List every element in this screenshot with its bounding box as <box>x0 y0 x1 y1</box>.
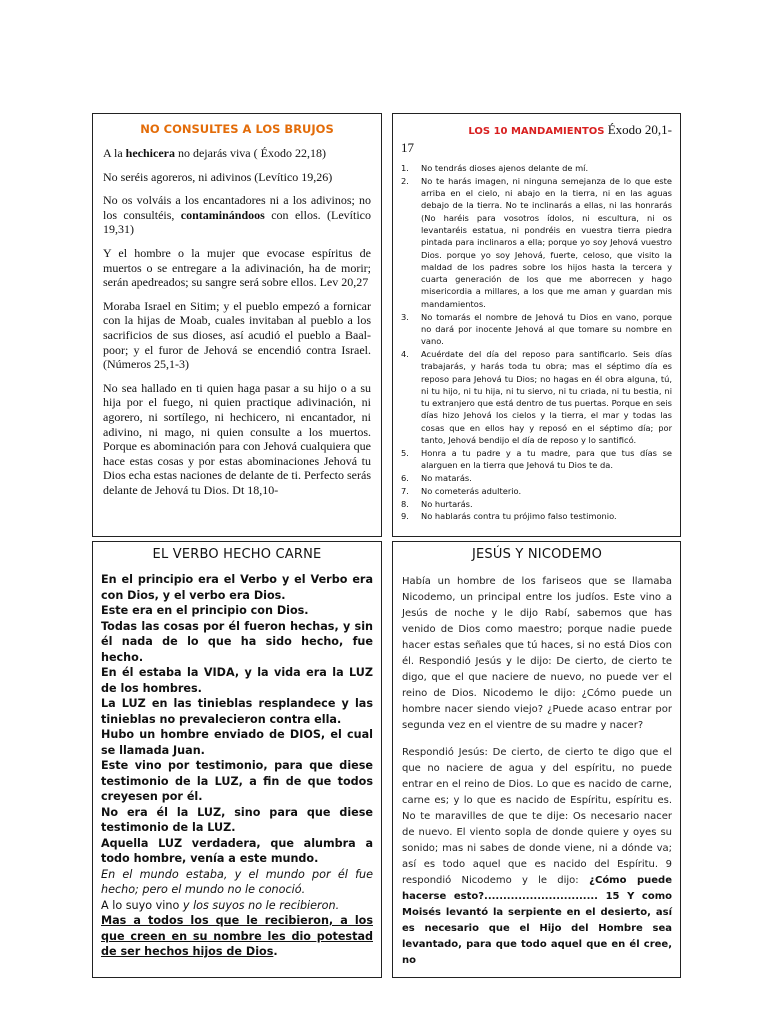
nicodemo-paragraph: Respondió Jesús: De cierto, de cierto te digo que el que no naciere de agua y del espíritu, no puede entrar en el reino de Dios. Lo que es nacido de carne, carne es; y lo que es nacido de Espíritu, espíritu es. No te maravilles de que te dije: Os necesario nacer de nuevo. El viento sopla de donde quiere y oyes su sonido; mas ni sabes de donde viene, ni a dónde va; así es todo aquel que es nacido del Espíritu. 9 respondió Nicodemo y le dijo: ¿Cómo puede hacerse esto?.............................. 15 Y como Moisés levantó la serpiente en el desierto, así es necesario que el Hijo del Hombre sea levantado, para que todo aquel que en él cree, no <box>402 747 672 966</box>
verbo-box <box>92 541 382 978</box>
mandamiento-number: 3. <box>401 311 409 322</box>
mandamiento-item <box>401 311 672 348</box>
verbo-line: Este era en el principio con Dios. <box>101 604 309 617</box>
brujos-paragraph: Moraba Israel en Sitim; y el pueblo empezó a fornicar con la hijas de Moab, cuales invitaban al pueblo a los sacrificios de sus dioses, así acudió el pueblo a Baal-poor; y el furor de Jehová se encendió contra Israel. (Números 25,1-3) <box>103 298 371 372</box>
mandamiento-text: Honra a tu padre y a tu madre, para que tus días se alarguen en la tierra que Jehová tu Dios te da. <box>421 447 672 471</box>
mandamientos-ref-cont: 17 <box>401 140 414 155</box>
brujos-paragraph: No os volváis a los encantadores ni a los adivinos; no los consultéis, contaminándoos con ellos. (Levítico 19,31) <box>103 193 371 237</box>
mandamiento-item <box>401 498 672 510</box>
mandamientos-list <box>401 162 672 523</box>
mandamiento-text: No hablarás contra tu prójimo falso testimonio. <box>421 511 617 522</box>
brujos-paragraph: No seréis agoreros, ni adivinos (Levítico 19,26) <box>103 169 333 184</box>
verbo-line: A lo suyo vino y los suyos no le recibieron. <box>101 898 340 912</box>
mandamientos-title: LOS 10 MANDAMIENTOS <box>468 126 605 137</box>
brujos-title: NO CONSULTES A LOS BRUJOS <box>140 122 334 136</box>
mandamiento-number: 2. <box>401 175 409 186</box>
mandamiento-item <box>401 472 672 484</box>
brujos-box <box>92 113 382 537</box>
verbo-line: Este vino por testimonio, para que diese testimonio de la LUZ, a fin de que todos creyesen por él. <box>101 759 373 803</box>
mandamiento-item <box>401 162 672 174</box>
mandamiento-number: 1. <box>401 163 409 173</box>
brujos-paragraph: No sea hallado en ti quien haga pasar a su hijo o a su hija por el fuego, ni quien practique adivinación, ni agorero, ni sortílego, ni hechicero, ni encantador, ni adivino, ni mago, ni quien consulte a los muertos. Porque es abominación para con Jehová cualquiera que hace estas cosas y por estas abominaciones Jehová tu Dios echa estas naciones de delante de ti. Perfecto serás delante de Jehová tu Dios. Dt 18,10- <box>103 380 371 497</box>
mandamiento-number: 9. <box>401 511 409 522</box>
nicodemo-title: JESÚS Y NICODEMO <box>471 547 602 562</box>
verbo-line-final: Mas a todos los que le recibieron, a los que creen en su nombre les dio potestad de ser hechos hijos de Dios. <box>101 914 373 958</box>
mandamientos-box <box>392 113 681 537</box>
verbo-line: Aquella LUZ verdadera, que alumbra a todo hombre, venía a este mundo. <box>101 836 373 865</box>
verbo-line: No era él la LUZ, sino para que diese testimonio de la LUZ. <box>101 805 373 834</box>
mandamiento-text: No matarás. <box>421 472 472 483</box>
verbo-title: EL VERBO HECHO CARNE <box>152 547 322 562</box>
verbo-line: En él estaba la VIDA, y la vida era la LUZ de los hombres. <box>101 666 373 695</box>
verbo-line: En el principio era el Verbo y el Verbo era con Dios, y el verbo era Dios. <box>101 573 373 602</box>
mandamiento-text: Acuérdate del día del reposo para santificarlo. Seis días trabajarás, y harás toda tu obra; mas el séptimo día es reposo para Jehová tu Dios; no hagas en él obra alguna, tú, ni tu hijo, ni tu hija, ni tu siervo, ni tu criada, ni tu bestia, ni tu extranjero que está dentro de tus puertas. Porque en seis días hizo Jehová los cielos y la tierra, el mar y todas las cosas que en ellos hay y reposó en el séptimo día; por tanto, Jehová bendijo el día de reposo y lo santificó. <box>421 348 672 446</box>
nicodemo-box <box>392 541 681 978</box>
mandamiento-text: No tendrás dioses ajenos delante de mí. <box>421 163 589 173</box>
mandamiento-number: 7. <box>401 485 409 496</box>
mandamiento-text: No cometerás adulterio. <box>421 485 522 496</box>
verbo-line: Todas las cosas por él fueron hechas, y sin él nada de lo que ha sido hecho, fue hecho. <box>101 619 373 664</box>
mandamiento-item <box>401 175 672 310</box>
brujos-paragraph: Y el hombre o la mujer que evocase espíritus de muertos o se entregare a la adivinación, ha de morir; serán apedreados; su sangre será sobre ellos. Lev 20,27 <box>103 245 371 290</box>
nicodemo-paragraph: Había un hombre de los fariseos que se llamaba Nicodemo, un principal entre los judíos. Este vino a Jesús de noche y le dijo Rabí, sabemos que has venido de Dios como maestro; porque nadie puede hacer estas señales que tú haces, si no está Dios con él. Respondió Jesús y le dijo: De cierto, de cierto te digo, que el que naciere de nuevo, no puede ver el reino de Dios. Nicodemo le dijo: ¿Cómo puede un hombre nacer siendo viejo? ¿Puede acaso entrar por segunda vez en el vientre de su madre y nacer? <box>402 576 672 731</box>
mandamiento-text: No tomarás el nombre de Jehová tu Dios en vano, porque no dará por inocente Jehová al que tomare su nombre en vano. <box>421 311 672 347</box>
mandamiento-text: No hurtarás. <box>421 498 473 509</box>
brujos-paragraph: A la hechicera no dejarás viva ( Éxodo 22,18) <box>103 146 326 160</box>
verbo-line: Hubo un hombre enviado de DIOS, el cual se llamada Juan. <box>101 728 373 757</box>
mandamientos-heading <box>401 122 672 140</box>
mandamiento-item <box>401 348 672 446</box>
mandamiento-item <box>401 447 672 472</box>
verbo-line: La LUZ en las tinieblas resplandece y las tinieblas no prevalecieron contra ella. <box>101 697 373 726</box>
mandamiento-number: 8. <box>401 498 409 509</box>
mandamiento-item <box>401 510 672 522</box>
mandamiento-item <box>401 485 672 497</box>
verbo-body <box>101 572 373 898</box>
verbo-line: En el mundo estaba, y el mundo por él fue hecho; pero el mundo no le conoció. <box>101 867 373 896</box>
mandamiento-number: 5. <box>401 447 409 458</box>
mandamiento-text: No te harás imagen, ni ninguna semejanza de lo que este arriba en el cielo, ni abajo en la tierra, ni en las aguas debajo de la tierra. No te inclinarás a ellas, ni las honrarás (No haréis para vosotros ídolos, ni escultura, ni os levantaréis estatua, ni pondréis en vuestra tierra piedra pintada para inclinaros a ella; porque yo soy Jehová vuestro Dios. porque yo soy Jehová, fuerte, celoso, que visito la maldad de los padres sobre los hijos hasta la tercera y cuarta generación de los que me aborrecen y hago misericordia a millares, a los que me aman y guardan mis mandamientos. <box>421 175 672 309</box>
mandamiento-number: 4. <box>401 348 409 359</box>
mandamientos-ref: Éxodo 20,1- <box>604 122 672 137</box>
mandamiento-number: 6. <box>401 472 409 483</box>
